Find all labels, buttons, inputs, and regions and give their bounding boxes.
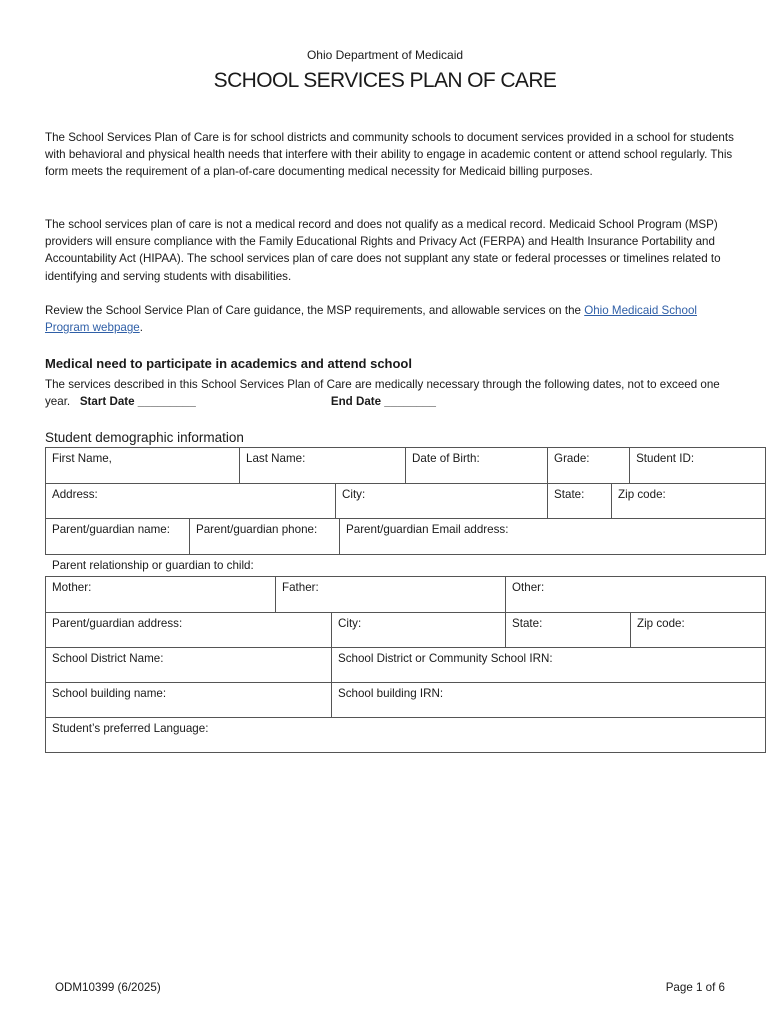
parent-phone-field[interactable]: Parent/guardian phone: — [190, 519, 340, 555]
parent-address-field[interactable]: Parent/guardian address: — [46, 613, 332, 648]
intro-paragraph-3-end: . — [139, 321, 143, 335]
dob-field[interactable]: Date of Birth: — [406, 448, 548, 484]
address-field[interactable]: Address: — [46, 484, 336, 519]
parent-zip-field[interactable]: Zip code: — [631, 613, 766, 648]
mother-field[interactable]: Mother: — [46, 577, 276, 613]
father-field[interactable]: Father: — [276, 577, 506, 613]
medical-need-body: The services described in this School Services Plan of Care are medically necessary through the following dates, not to exceed one year. — [45, 378, 720, 409]
intro-paragraph-3 — [45, 302, 735, 336]
last-name-field[interactable]: Last Name: — [240, 448, 406, 484]
zip-field[interactable]: Zip code: — [612, 484, 766, 519]
building-name-field[interactable]: School building name: — [46, 683, 332, 718]
msp-webpage-link[interactable]: Ohio Medicaid School Program webpage — [45, 304, 697, 335]
district-irn-field[interactable]: School District or Community School IRN: — [332, 648, 766, 683]
intro-paragraph-2: The school services plan of care is not a medical record and does not qualify as a medical record. Medicaid School Program (MSP) providers will ensure compliance with the Family Educational Rights and Privacy Act (FERPA) and Health Insurance Portability and Accountability Act (HIPAA). The school services plan of care does not supplant any state or federal processes or timelines related to identifying and serving students with disabilities. — [45, 218, 721, 283]
page-number: Page 1 of 6 — [665, 981, 725, 994]
demographics-table — [45, 447, 766, 555]
form-id: ODM10399 (6/2025) — [55, 981, 161, 994]
parent-name-field[interactable]: Parent/guardian name: — [46, 519, 190, 555]
grade-field[interactable]: Grade: — [548, 448, 630, 484]
city-field[interactable]: City: — [336, 484, 548, 519]
end-date-field[interactable]: End Date ________ — [330, 395, 436, 409]
guardian-table — [45, 576, 766, 753]
intro-paragraph-3-text: Review the School Service Plan of Care guidance, the MSP requirements, and allowable services on the — [45, 304, 585, 317]
state-field[interactable]: State: — [548, 484, 612, 519]
district-name-field[interactable]: School District Name: — [46, 648, 332, 683]
demographics-title: Student demographic information — [45, 430, 244, 445]
medical-need-text — [45, 376, 745, 410]
relationship-label: Parent relationship or guardian to child: — [52, 559, 254, 572]
parent-city-field[interactable]: City: — [332, 613, 506, 648]
parent-state-field[interactable]: State: — [506, 613, 631, 648]
form-title: SCHOOL SERVICES PLAN OF CARE — [213, 69, 557, 92]
start-date-field[interactable]: Start Date _________ — [79, 395, 196, 409]
preferred-language-field[interactable]: Student’s preferred Language: — [46, 718, 766, 753]
building-irn-field[interactable]: School building IRN: — [332, 683, 766, 718]
student-id-field[interactable]: Student ID: — [630, 448, 766, 484]
other-field[interactable]: Other: — [506, 577, 766, 613]
intro-paragraph-1: The School Services Plan of Care is for school districts and community schools to document services provided in a school for students with behavioral and physical health needs that interfere with their ability to engage in academic content or attend school regularly. This form meets the requirement of a plan-of-care documenting medical necessity for Medicaid billing purposes. — [45, 131, 734, 179]
medical-need-heading: Medical need to participate in academics and attend school — [45, 356, 412, 371]
agency-name: Ohio Department of Medicaid — [306, 48, 464, 62]
first-name-field[interactable]: First Name, — [46, 448, 240, 484]
parent-email-field[interactable]: Parent/guardian Email address: — [340, 519, 766, 555]
